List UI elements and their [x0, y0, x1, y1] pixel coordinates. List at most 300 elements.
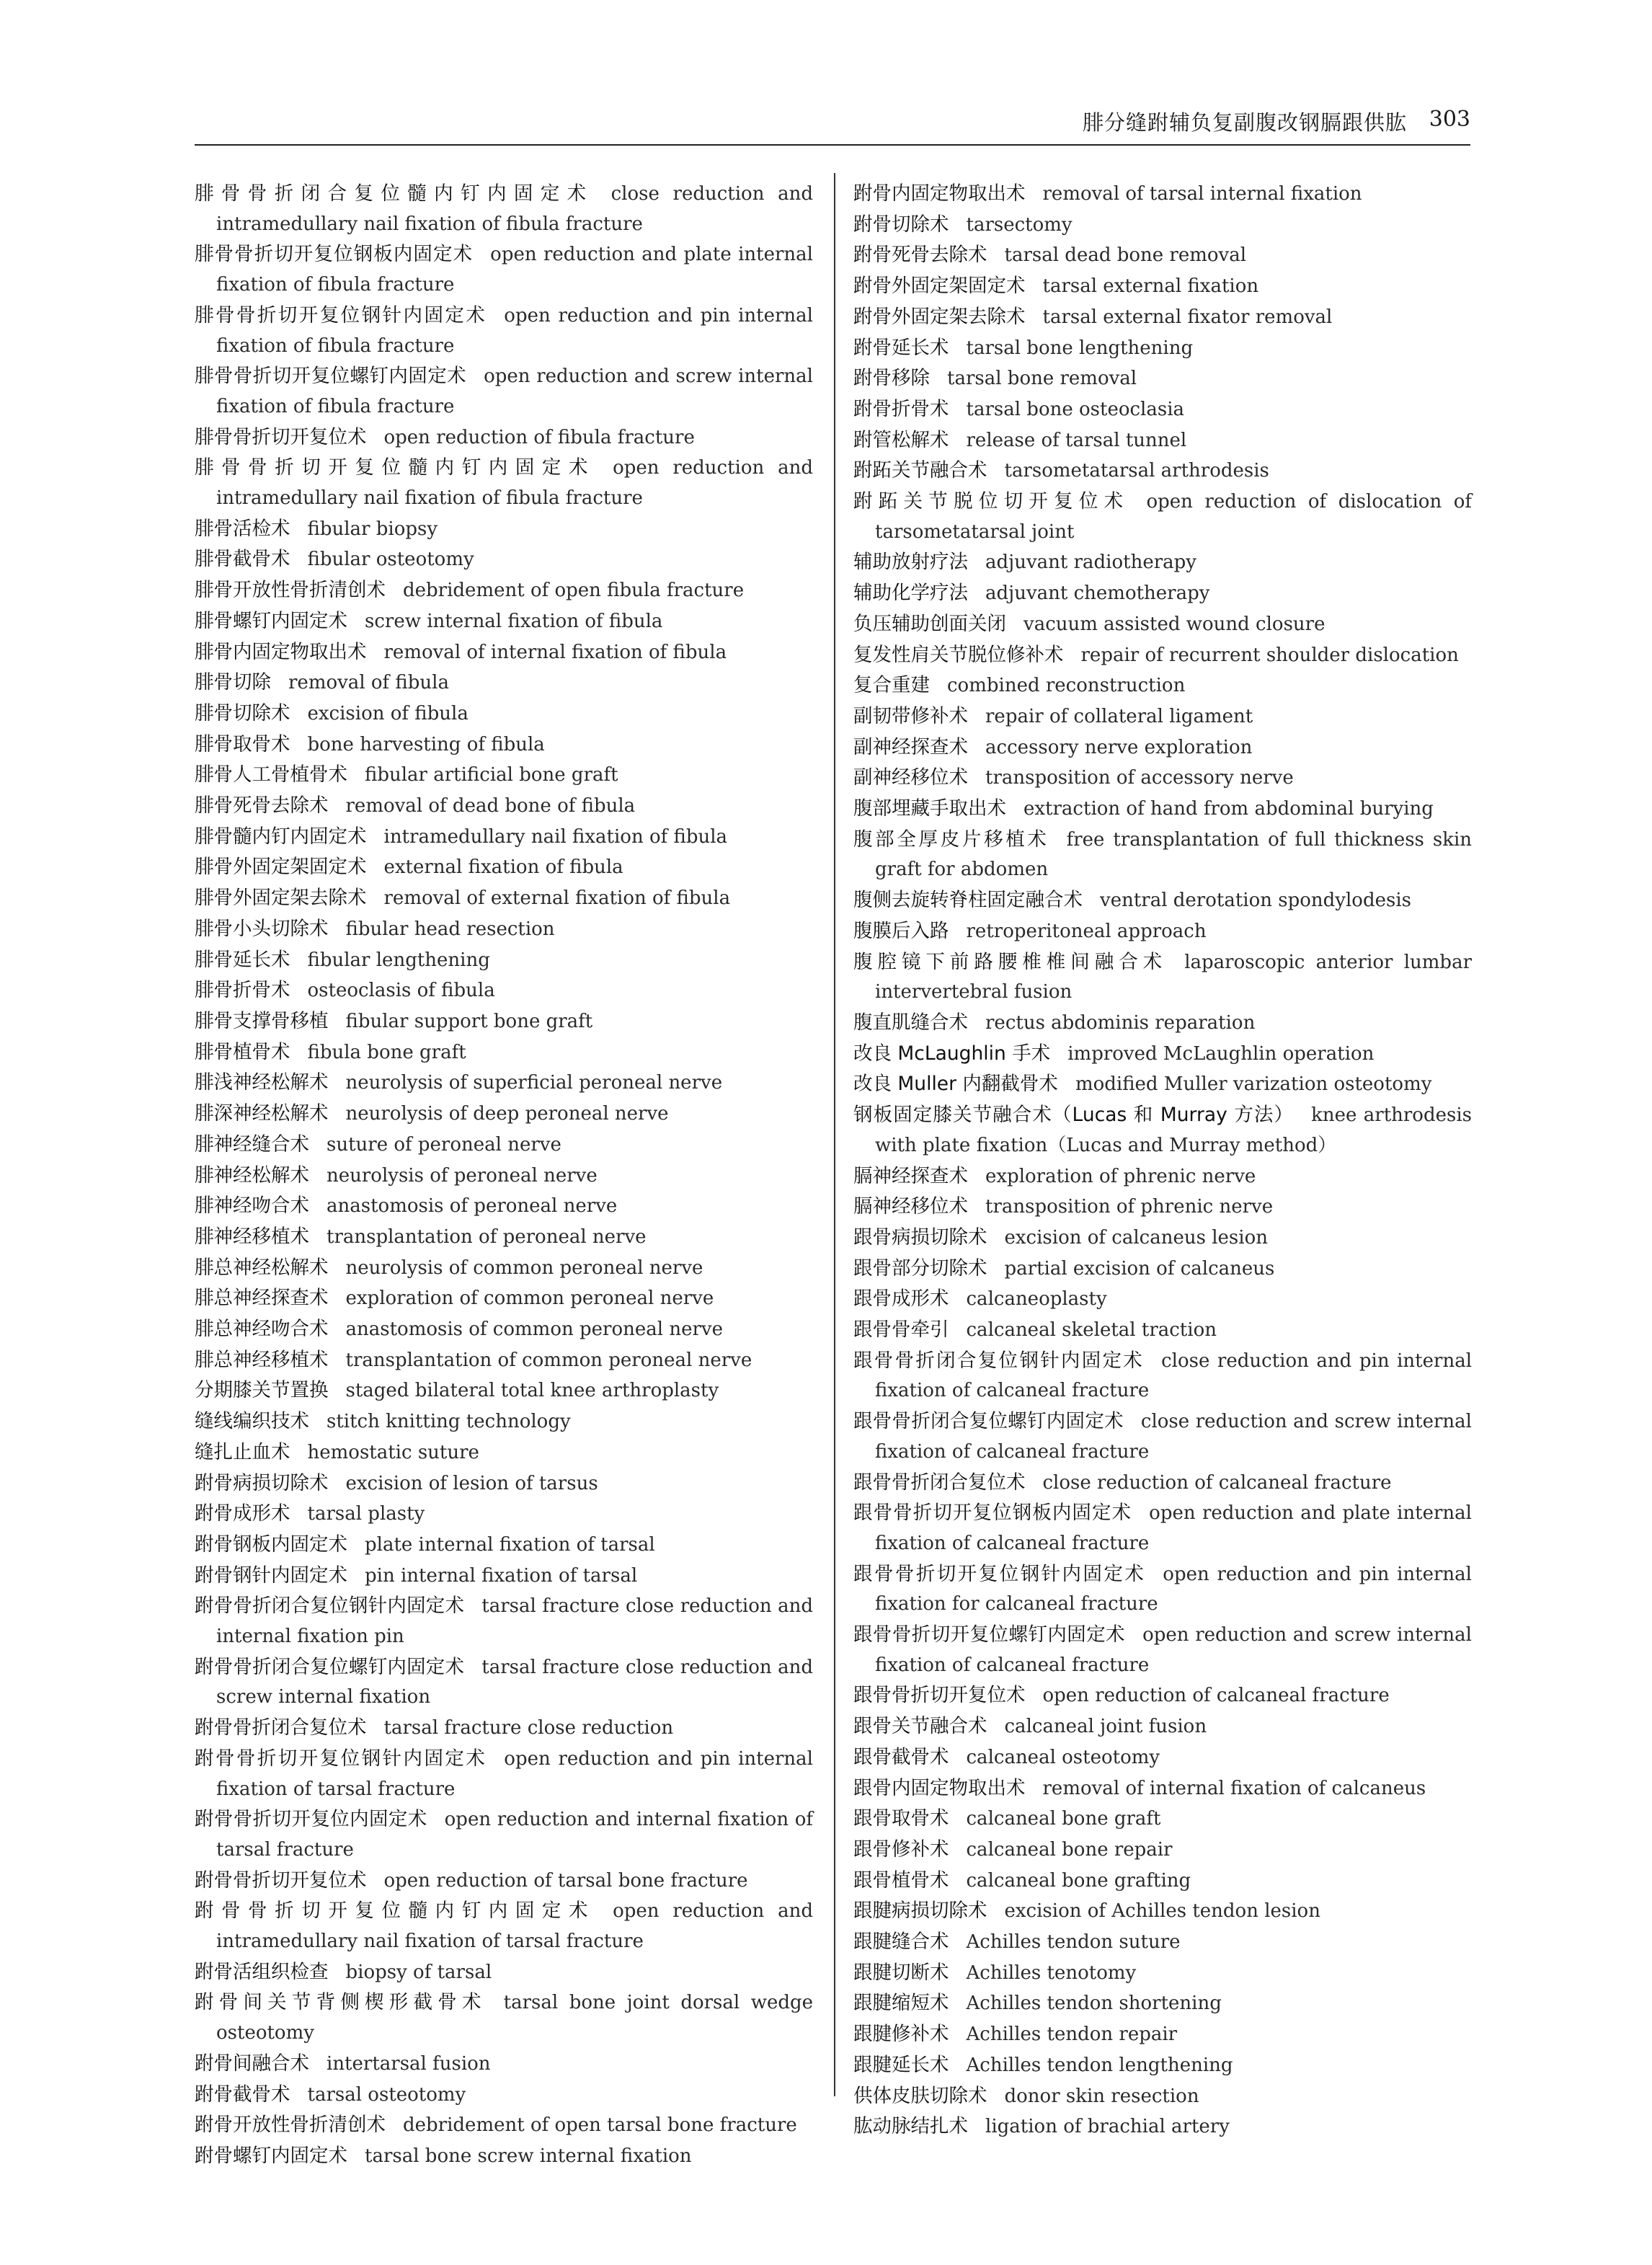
glossary-entry [853, 302, 1472, 333]
term-chinese: 腓骨延长术 [195, 948, 290, 971]
glossary-entry [853, 885, 1472, 916]
term-chinese: 跗跖关节脱位切开复位术 [853, 490, 1129, 513]
term-chinese: 腓骨切除术 [195, 701, 290, 724]
term-english: donor skin resection [1004, 2085, 1199, 2107]
term-chinese: 辅助化学疗法 [853, 582, 968, 605]
glossary-entry [853, 179, 1472, 210]
term-english: fibular artificial bone graft [365, 764, 618, 786]
header-title: 腓分缝跗辅负复副腹改钢膈跟供肱 [1082, 110, 1407, 135]
term-chinese: 跟腱病损切除术 [853, 1900, 987, 1923]
term-english: repair of collateral ligament [985, 705, 1253, 727]
term-english: Achilles tendon lengthening [966, 2054, 1233, 2076]
term-english: close reduction of calcaneal fracture [1042, 1471, 1392, 1494]
glossary-entry [195, 883, 813, 914]
term-chinese: 跗骨成形术 [195, 1502, 290, 1525]
term-chinese: 腓浅神经松解术 [195, 1071, 329, 1094]
left-column [195, 179, 813, 2172]
glossary-entry [853, 825, 1472, 885]
glossary-entry [853, 1866, 1472, 1897]
term-english: fibular support bone graft [345, 1010, 593, 1032]
glossary-entry [195, 1006, 813, 1037]
glossary-entry [195, 822, 813, 853]
term-chinese: 跟腱延长术 [853, 2053, 949, 2076]
glossary-entry [853, 578, 1472, 609]
term-chinese: 跗骨活组织检查 [195, 1960, 329, 1983]
term-chinese: 跗骨延长术 [853, 336, 949, 359]
glossary-entry [853, 2081, 1472, 2112]
glossary-entry [853, 1680, 1472, 1711]
term-english: tarsal bone osteoclasia [966, 398, 1185, 420]
term-english: debridement of open tarsal bone fracture [403, 2114, 797, 2137]
term-chinese: 腓骨外固定架固定术 [195, 856, 367, 879]
term-english: transposition of accessory nerve [985, 767, 1294, 789]
term-english: plate internal fixation of tarsal [365, 1533, 655, 1556]
term-english: intramedullary nail fixation of fibula [383, 825, 728, 848]
term-chinese: 跟骨部分切除术 [853, 1256, 987, 1280]
glossary-entry [853, 1958, 1472, 1989]
term-english: modified Muller varization osteotomy [1075, 1073, 1432, 1096]
term-chinese: 跗骨骨折切开复位术 [195, 1869, 367, 1892]
glossary-entry [195, 668, 813, 699]
term-chinese: 腹腔镜下前路腰椎椎间融合术 [853, 950, 1168, 973]
term-chinese: 跟腱修补术 [853, 2023, 949, 2046]
term-chinese: 跟腱缩短术 [853, 1992, 949, 2015]
term-english: improved McLaughlin operation [1067, 1042, 1375, 1065]
glossary-entry [195, 975, 813, 1006]
glossary-entry [853, 1223, 1472, 1254]
glossary-entry [195, 1896, 813, 1956]
term-english: bone harvesting of fibula [307, 733, 545, 755]
term-english: open reduction and plate internal fixation of fibula fracture [216, 244, 813, 296]
term-chinese: 跟骨骨牵引 [853, 1318, 949, 1342]
term-chinese: 跟骨骨折闭合复位螺钉内固定术 [853, 1410, 1124, 1433]
term-english: removal of fibula [288, 672, 449, 694]
term-chinese: 腓骨外固定架去除术 [195, 887, 367, 910]
glossary-entry [195, 1468, 813, 1499]
term-chinese: 跗骨骨折切开复位髓内钉内固定术 [195, 1900, 596, 1923]
term-chinese: 腓总神经移植术 [195, 1348, 329, 1371]
glossary-entry [853, 1406, 1472, 1467]
term-english: knee arthrodesis with plate fixation（Lucas and Murray method） [875, 1104, 1472, 1156]
term-chinese: 副神经探查术 [853, 735, 968, 758]
glossary-entry [195, 544, 813, 575]
term-english: vacuum assisted wound closure [1023, 613, 1325, 635]
glossary-entry [195, 361, 813, 422]
term-english: calcaneal joint fusion [1004, 1716, 1207, 1738]
term-english: tarsal bone removal [947, 368, 1137, 390]
term-chinese: 钢板固定膝关节融合术（Lucas 和 Murray 方法） [853, 1104, 1294, 1127]
term-english: osteoclasis of fibula [307, 980, 495, 1002]
term-english: suture of peroneal nerve [327, 1133, 561, 1156]
glossary-entry [853, 1346, 1472, 1406]
term-chinese: 腓神经吻合术 [195, 1194, 309, 1218]
term-chinese: 跗骨截骨术 [195, 2083, 290, 2106]
term-chinese: 跟骨植骨术 [853, 1869, 949, 1892]
term-english: release of tarsal tunnel [966, 429, 1187, 451]
term-english: Achilles tendon repair [966, 2024, 1178, 2046]
term-chinese: 跗骨骨折切开复位钢针内固定术 [195, 1747, 487, 1770]
glossary-entry [853, 1192, 1472, 1223]
term-chinese: 供体皮肤切除术 [853, 2084, 987, 2107]
term-chinese: 跟骨骨折切开复位螺钉内固定术 [853, 1623, 1126, 1646]
term-english: extraction of hand from abdominal burying [1023, 798, 1434, 820]
term-english: open reduction and internal fixation of tarsal fracture [216, 1809, 813, 1861]
term-chinese: 腹部埋藏手取出术 [853, 797, 1006, 820]
term-english: calcaneal bone graft [966, 1808, 1161, 1830]
glossary-entry [195, 637, 813, 668]
term-chinese: 跗骨移除 [853, 367, 930, 390]
glossary-entry [195, 1345, 813, 1376]
term-chinese: 跟腱切断术 [853, 1961, 949, 1984]
glossary-entry [853, 2111, 1472, 2142]
term-english: removal of external fixation of fibula [383, 887, 731, 910]
term-chinese: 跗骨外固定架去除术 [853, 305, 1026, 328]
term-english: close reduction and screw internal fixation of calcaneal fracture [875, 1411, 1472, 1463]
term-chinese: 腓总神经吻合术 [195, 1318, 329, 1341]
glossary-entry [195, 699, 813, 730]
glossary-entry [853, 1620, 1472, 1680]
term-chinese: 腓骨折骨术 [195, 979, 290, 1002]
term-english: close reduction and pin internal fixation of calcaneal fracture [875, 1349, 1473, 1402]
term-english: external fixation of fibula [383, 856, 623, 879]
glossary-entry [195, 1283, 813, 1314]
term-chinese: 腓骨活检术 [195, 517, 290, 540]
glossary-entry [853, 1254, 1472, 1285]
glossary-entry [195, 1406, 813, 1437]
term-english: stitch knitting technology [327, 1411, 571, 1433]
term-chinese: 副神经移位术 [853, 766, 968, 789]
glossary-entry [195, 1068, 813, 1099]
glossary-entry [853, 794, 1472, 825]
term-chinese: 缝线编织技术 [195, 1410, 309, 1433]
term-english: fibular head resection [345, 918, 555, 940]
term-english: open reduction and screw internal fixation of fibula fracture [216, 365, 813, 417]
term-chinese: 跗骨外固定架固定术 [853, 275, 1026, 298]
glossary-entry [195, 239, 813, 300]
term-english: hemostatic suture [307, 1441, 479, 1463]
glossary-entry [195, 1499, 813, 1530]
term-chinese: 跟骨骨折切开复位术 [853, 1684, 1026, 1707]
term-english: tarsectomy [966, 213, 1073, 236]
term-english: open reduction of fibula fracture [383, 426, 695, 448]
glossary-entry [853, 487, 1472, 547]
glossary-entry [195, 1037, 813, 1068]
term-english: anastomosis of peroneal nerve [327, 1195, 618, 1218]
term-chinese: 腓骨植骨术 [195, 1040, 290, 1063]
term-chinese: 腓骨人工骨植骨术 [195, 763, 347, 786]
term-english: open reduction and pin internal fixation of fibula fracture [216, 304, 813, 357]
term-english: combined reconstruction [947, 675, 1186, 697]
term-chinese: 跟骨骨折闭合复位术 [853, 1471, 1026, 1494]
glossary-entry [853, 1988, 1472, 2019]
term-chinese: 跗骨内固定物取出术 [853, 182, 1026, 205]
glossary-entry [853, 394, 1472, 425]
glossary-entry [853, 670, 1472, 701]
term-chinese: 腓骨骨折切开复位髓内钉内固定术 [195, 456, 596, 479]
term-english: adjuvant chemotherapy [985, 582, 1210, 605]
term-english: open reduction and intramedullary nail fixation of tarsal fracture [216, 1900, 813, 1953]
term-chinese: 跟骨内固定物取出术 [853, 1776, 1026, 1799]
term-english: tarsal plasty [307, 1503, 425, 1525]
term-chinese: 跟骨取骨术 [853, 1807, 949, 1830]
term-chinese: 腓骨骨折切开复位钢针内固定术 [195, 303, 487, 327]
glossary-entry [195, 422, 813, 453]
term-english: open reduction and pin internal fixation for calcaneal fracture [875, 1563, 1472, 1615]
term-english: exploration of phrenic nerve [985, 1165, 1256, 1187]
term-chinese: 跟骨病损切除术 [853, 1225, 987, 1249]
glossary-entry [853, 732, 1472, 763]
term-english: laparoscopic anterior lumbar intervertebral fusion [875, 951, 1473, 1003]
glossary-entry [853, 240, 1472, 271]
term-english: staged bilateral total knee arthroplasty [345, 1380, 719, 1402]
term-english: anastomosis of common peroneal nerve [345, 1318, 723, 1341]
term-chinese: 跟骨关节融合术 [853, 1715, 987, 1738]
term-chinese: 跗骨钢板内固定术 [195, 1533, 347, 1556]
glossary-entry [195, 1375, 813, 1406]
term-english: accessory nerve exploration [985, 736, 1253, 758]
glossary-entry [853, 1100, 1472, 1161]
term-english: Achilles tendon shortening [966, 1993, 1222, 2015]
term-chinese: 跟骨骨折闭合复位钢针内固定术 [853, 1349, 1145, 1372]
term-english: tarsal external fixator removal [1042, 306, 1333, 328]
glossary-entry [853, 363, 1472, 394]
term-english: fibular lengthening [307, 949, 490, 971]
term-chinese: 负压辅助创面关闭 [853, 612, 1006, 635]
term-english: open reduction and plate internal fixation of calcaneal fracture [875, 1502, 1472, 1554]
glossary-entry [853, 210, 1472, 241]
term-chinese: 腓总神经探查术 [195, 1287, 329, 1310]
term-english: repair of recurrent shoulder dislocation [1080, 644, 1459, 666]
term-english: tarsal fracture close reduction and screw internal fixation [216, 1656, 814, 1708]
term-chinese: 腓骨取骨术 [195, 732, 290, 755]
term-chinese: 跗骨切除术 [853, 213, 949, 236]
glossary-entry [853, 1468, 1472, 1499]
glossary-entry [853, 1039, 1472, 1070]
term-chinese: 跗骨病损切除术 [195, 1471, 329, 1494]
term-english: neurolysis of peroneal nerve [327, 1164, 598, 1187]
term-english: neurolysis of superficial peroneal nerve [345, 1072, 723, 1094]
term-english: Achilles tenotomy [966, 1962, 1137, 1984]
glossary-entry [195, 730, 813, 761]
term-chinese: 分期膝关节置换 [195, 1379, 329, 1402]
glossary-entry [853, 1742, 1472, 1773]
glossary-entry [195, 760, 813, 791]
glossary-entry [195, 1191, 813, 1222]
glossary-entry [195, 514, 813, 545]
term-chinese: 腓骨切除 [195, 671, 271, 694]
glossary-entry [195, 575, 813, 606]
glossary-entry [195, 1561, 813, 1592]
glossary-entry [195, 1222, 813, 1253]
term-english: open reduction and screw internal fixation of calcaneal fracture [875, 1624, 1472, 1676]
term-chinese: 跟腱缝合术 [853, 1931, 949, 1954]
glossary-entry [195, 1099, 813, 1130]
term-english: removal of internal fixation of calcaneus [1042, 1777, 1426, 1799]
glossary-entry [195, 2141, 813, 2172]
term-english: transplantation of common peroneal nerve [345, 1349, 752, 1371]
glossary-entry [853, 1559, 1472, 1620]
glossary-entry [195, 2110, 813, 2141]
term-chinese: 跗骨骨折闭合复位术 [195, 1716, 367, 1739]
term-chinese: 膈神经探查术 [853, 1164, 968, 1187]
term-english: calcaneoplasty [966, 1288, 1107, 1311]
glossary-entry [195, 852, 813, 883]
term-english: free transplantation of full thickness skin graft for abdomen [875, 828, 1473, 881]
term-english: tarsal external fixation [1042, 275, 1259, 298]
term-english: ligation of brachial artery [985, 2116, 1230, 2138]
glossary-entry [853, 1711, 1472, 1742]
running-header [195, 107, 1470, 147]
term-chinese: 跟骨修补术 [853, 1838, 949, 1861]
term-chinese: 缝扎止血术 [195, 1440, 290, 1463]
term-chinese: 跗跖关节融合术 [853, 459, 987, 482]
term-english: removal of internal fixation of fibula [383, 641, 727, 663]
glossary-entry [853, 916, 1472, 947]
term-english: fibula bone graft [307, 1041, 466, 1063]
glossary-entry [195, 606, 813, 637]
term-chinese: 腓骨骨折闭合复位髓内钉内固定术 [195, 182, 594, 205]
glossary-entry [853, 1896, 1472, 1927]
term-chinese: 改良 McLaughlin 手术 [853, 1042, 1051, 1065]
term-chinese: 跗管松解术 [853, 428, 949, 451]
term-chinese: 腓骨骨折切开复位螺钉内固定术 [195, 365, 467, 388]
term-english: debridement of open fibula fracture [403, 580, 745, 602]
header-rule [195, 144, 1470, 146]
term-chinese: 腓神经松解术 [195, 1163, 309, 1187]
glossary-entry [195, 1161, 813, 1192]
term-english: calcaneal bone grafting [966, 1869, 1191, 1892]
term-chinese: 腓深神经松解术 [195, 1102, 329, 1125]
glossary-entry [853, 333, 1472, 364]
glossary-entry [195, 301, 813, 361]
term-chinese: 跗骨骨折闭合复位钢针内固定术 [195, 1595, 465, 1618]
glossary-entry [195, 1253, 813, 1284]
term-english: excision of calcaneus lesion [1004, 1226, 1268, 1249]
term-chinese: 跗骨钢针内固定术 [195, 1564, 347, 1587]
term-chinese: 肱动脉结扎术 [853, 2115, 968, 2138]
glossary-entry [195, 2049, 813, 2080]
term-chinese: 腹侧去旋转脊柱固定融合术 [853, 889, 1083, 912]
term-chinese: 腓骨死骨去除术 [195, 794, 329, 817]
term-english: rectus abdominis reparation [985, 1011, 1256, 1034]
term-chinese: 腓骨截骨术 [195, 548, 290, 571]
term-english: removal of dead bone of fibula [345, 795, 636, 817]
term-chinese: 腓骨内固定物取出术 [195, 640, 367, 663]
glossary-entry [195, 179, 813, 239]
glossary-entry [853, 1069, 1472, 1100]
glossary-entry [853, 271, 1472, 302]
term-english: tarsometatarsal arthrodesis [1004, 460, 1269, 482]
term-chinese: 腓总神经松解术 [195, 1256, 329, 1279]
glossary-entry [853, 1284, 1472, 1315]
glossary-entry [853, 456, 1472, 487]
term-english: calcaneal bone repair [966, 1838, 1173, 1861]
term-chinese: 跗骨螺钉内固定术 [195, 2145, 347, 2167]
term-chinese: 跟骨截骨术 [853, 1745, 949, 1768]
term-english: tarsal dead bone removal [1004, 244, 1247, 267]
term-english: ventral derotation spondylodesis [1100, 890, 1411, 912]
term-english: exploration of common peroneal nerve [345, 1287, 714, 1310]
term-english: fibular osteotomy [307, 549, 474, 571]
term-english: open reduction of calcaneal fracture [1042, 1685, 1390, 1707]
glossary-entry [195, 1437, 813, 1468]
page-number: 303 [1429, 107, 1470, 132]
column-divider [834, 173, 835, 2096]
term-english: biopsy of tarsal [345, 1961, 492, 1983]
term-chinese: 腓神经缝合术 [195, 1132, 309, 1156]
glossary-entry [195, 1957, 813, 1988]
glossary-entry [195, 1130, 813, 1161]
term-chinese: 辅助放射疗法 [853, 551, 968, 574]
glossary-entry [195, 1652, 813, 1713]
term-chinese: 腹直肌缝合术 [853, 1011, 968, 1034]
term-chinese: 腓骨小头切除术 [195, 917, 329, 940]
term-english: open reduction of tarsal bone fracture [383, 1869, 748, 1892]
glossary-entry [195, 791, 813, 822]
term-chinese: 副韧带修补术 [853, 704, 968, 727]
term-english: screw internal fixation of fibula [365, 610, 663, 632]
term-chinese: 腓骨支撑骨移植 [195, 1009, 329, 1032]
term-english: tarsal osteotomy [307, 2083, 466, 2106]
term-chinese: 腓骨骨折切开复位术 [195, 425, 367, 448]
term-english: close reduction and intramedullary nail fixation of fibula fracture [216, 183, 814, 235]
glossary-entry [195, 453, 813, 513]
term-english: neurolysis of common peroneal nerve [345, 1256, 703, 1279]
term-chinese: 跟骨骨折切开复位钢板内固定术 [853, 1502, 1132, 1525]
term-english: tarsal bone joint dorsal wedge osteotomy [216, 1992, 814, 2044]
glossary-entry [853, 1927, 1472, 1958]
glossary-entry [195, 1987, 813, 2048]
term-english: tarsal bone screw internal fixation [365, 2145, 692, 2167]
glossary-entry [853, 2050, 1472, 2081]
term-chinese: 膈神经移位术 [853, 1195, 968, 1218]
term-chinese: 腓骨螺钉内固定术 [195, 609, 347, 632]
term-english: tarsal fracture close reduction [383, 1717, 674, 1739]
term-chinese: 跗骨间关节背侧楔形截骨术 [195, 1991, 487, 2014]
term-english: excision of fibula [307, 702, 468, 724]
term-chinese: 复合重建 [853, 674, 930, 697]
glossary-entry [853, 2019, 1472, 2050]
term-english: excision of Achilles tendon lesion [1004, 1900, 1320, 1923]
term-english: tarsal fracture close reduction and internal fixation pin [216, 1595, 814, 1648]
term-chinese: 跗骨骨折切开复位内固定术 [195, 1808, 427, 1831]
term-chinese: 跟骨成形术 [853, 1287, 949, 1311]
glossary-entry [853, 1804, 1472, 1835]
glossary-entry [195, 2080, 813, 2111]
term-english: removal of tarsal internal fixation [1042, 183, 1362, 205]
term-english: transposition of phrenic nerve [985, 1196, 1274, 1218]
term-english: fibular biopsy [307, 518, 438, 540]
term-english: neurolysis of deep peroneal nerve [345, 1103, 669, 1125]
term-english: excision of lesion of tarsus [345, 1472, 598, 1494]
glossary-entry [853, 1008, 1472, 1039]
glossary-entry [853, 640, 1472, 671]
term-english: open reduction and intramedullary nail fixation of fibula fracture [216, 457, 813, 510]
glossary-entry [853, 547, 1472, 578]
term-english: adjuvant radiotherapy [985, 551, 1196, 574]
glossary-entry [853, 1498, 1472, 1559]
glossary-entry [853, 1835, 1472, 1866]
glossary-entry [195, 1866, 813, 1897]
term-english: pin internal fixation of tarsal [365, 1564, 638, 1587]
term-chinese: 复发性肩关节脱位修补术 [853, 643, 1064, 666]
term-chinese: 跗骨开放性骨折清创术 [195, 2114, 386, 2137]
term-english: retroperitoneal approach [966, 920, 1207, 942]
term-english: intertarsal fusion [327, 2052, 491, 2075]
term-chinese: 腓神经移植术 [195, 1225, 309, 1248]
glossary-entry [195, 1804, 813, 1865]
term-chinese: 跗骨折骨术 [853, 397, 949, 420]
